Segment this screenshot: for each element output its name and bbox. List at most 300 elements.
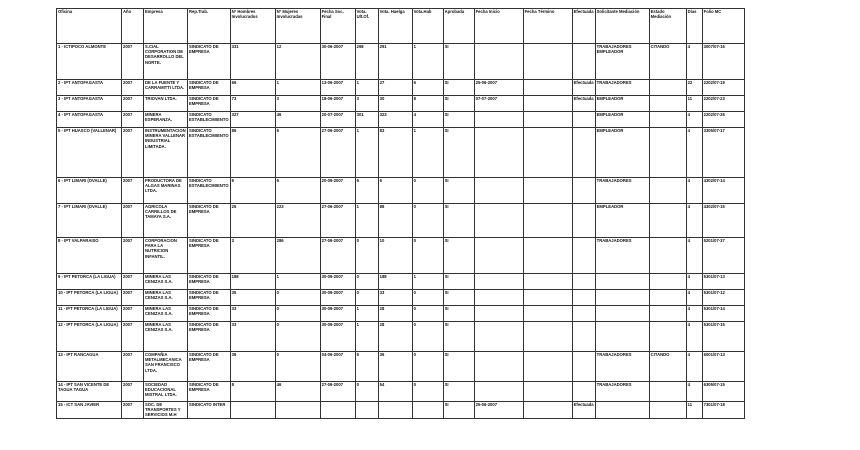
- table-cell: 6: [275, 178, 320, 204]
- table-cell: SI: [443, 80, 474, 96]
- table-row: [57, 44, 745, 80]
- table-cell: 12 - IPT PETORCA (LA LIGUA): [57, 322, 122, 352]
- table-cell: 7301/07-18: [702, 402, 744, 419]
- table-cell: 5301/07-14: [702, 306, 744, 322]
- column-header: Fecha Inicio: [474, 9, 523, 44]
- table-cell: EMPLEADOR: [595, 96, 649, 112]
- table-cell: [649, 178, 686, 204]
- table-cell: SI: [443, 128, 474, 178]
- table-cell: 30-06-2007: [320, 290, 355, 306]
- table-cell: 1: [355, 322, 378, 352]
- table-cell: 223: [275, 204, 320, 238]
- table-cell: [474, 352, 523, 382]
- table-cell: 6: [355, 178, 378, 204]
- table-cell: 11: [686, 402, 702, 419]
- table-cell: 4: [686, 178, 702, 204]
- table-cell: 25-06-2007: [474, 402, 523, 419]
- table-cell: 46: [275, 382, 320, 402]
- table-cell: 28: [378, 322, 412, 352]
- column-header: Vota.Hab: [412, 9, 443, 44]
- table-cell: 4: [686, 322, 702, 352]
- table-cell: MINERA ESPERANZA.: [144, 112, 188, 128]
- table-cell: 4302/07-15: [702, 204, 744, 238]
- table-cell: 301: [355, 112, 378, 128]
- table-cell: 0: [275, 290, 320, 306]
- table-cell: CITANDO: [649, 352, 686, 382]
- table-cell: [474, 112, 523, 128]
- table-cell: 188: [230, 274, 275, 290]
- table-row: [57, 306, 745, 322]
- table-cell: 3: [275, 96, 320, 112]
- table-cell: 8 - IPT VALPARAISO: [57, 238, 122, 274]
- table-cell: EMPLEADOR: [595, 112, 649, 128]
- table-cell: 13 - IPT RANCAGUA: [57, 352, 122, 382]
- column-header: Oficina: [57, 9, 122, 44]
- table-cell: SINDICATO ESTABLECIMIENTO: [188, 112, 231, 128]
- table-cell: 4: [686, 352, 702, 382]
- table-cell: 33: [230, 306, 275, 322]
- table-cell: 2007: [122, 382, 144, 402]
- table-cell: 0: [275, 352, 320, 382]
- table-cell: 7 - IPT LIMARI (OVALLE): [57, 204, 122, 238]
- table-cell: SI: [443, 306, 474, 322]
- table-cell: 1: [355, 128, 378, 178]
- table-cell: PRODUCTORA DE ALGAS MARINAS LTDA.: [144, 178, 188, 204]
- table-cell: SINDICATO DE EMPRESA: [188, 306, 231, 322]
- table-cell: SINDICATO DE EMPRESA: [188, 352, 231, 382]
- table-cell: Efectuada: [572, 402, 595, 419]
- table-row: [57, 290, 745, 306]
- table-cell: 1 - ICTIPOCO ALMONTE: [57, 44, 122, 80]
- table-cell: [378, 402, 412, 419]
- table-cell: MINERA LAS CENIZAS S.A.: [144, 274, 188, 290]
- table-cell: 1: [412, 128, 443, 178]
- table-cell: [595, 306, 649, 322]
- table-cell: 2007: [122, 402, 144, 419]
- table-cell: 2007: [122, 290, 144, 306]
- table-cell: 30: [378, 96, 412, 112]
- table-cell: [523, 352, 572, 382]
- table-cell: EMPLEADOR: [595, 128, 649, 178]
- table-cell: SI: [443, 112, 474, 128]
- mediation-table: [56, 8, 745, 419]
- table-cell: [572, 290, 595, 306]
- table-cell: 0: [412, 238, 443, 274]
- table-cell: 188: [378, 274, 412, 290]
- table-cell: [649, 322, 686, 352]
- column-header: Nº Mujeres Involucradas: [275, 9, 320, 44]
- table-cell: 83: [378, 128, 412, 178]
- table-cell: TRABAJADORES EMPLEADOR: [595, 44, 649, 80]
- table-cell: [474, 204, 523, 238]
- table-cell: [572, 128, 595, 178]
- table-cell: 66: [230, 80, 275, 96]
- table-cell: [572, 306, 595, 322]
- table-cell: SI: [443, 96, 474, 112]
- table-cell: 3: [355, 96, 378, 112]
- table-cell: SINDICATO INTER: [188, 402, 231, 419]
- table-cell: [474, 290, 523, 306]
- table-cell: TRABAJADORES: [595, 178, 649, 204]
- table-cell: 5301/07-12: [702, 290, 744, 306]
- table-cell: [275, 402, 320, 419]
- table-cell: 10: [378, 238, 412, 274]
- table-cell: 27: [378, 80, 412, 96]
- table-cell: 2007: [122, 238, 144, 274]
- table-cell: 2007: [122, 352, 144, 382]
- table-cell: [230, 402, 275, 419]
- table-cell: SINDICATO DE EMPRESA: [188, 382, 231, 402]
- table-cell: 3305/07-17: [702, 128, 744, 178]
- table-cell: 11 - IPT PETORCA (LA LIGUA): [57, 306, 122, 322]
- table-cell: SINDICATO DE EMPRESA: [188, 204, 231, 238]
- table-cell: 0: [355, 274, 378, 290]
- table-cell: 4: [412, 112, 443, 128]
- table-cell: [523, 96, 572, 112]
- table-cell: 4: [686, 306, 702, 322]
- table-cell: 6: [378, 178, 412, 204]
- table-cell: 46: [275, 112, 320, 128]
- table-cell: 5 - IPT HUASCO (VALLENAR): [57, 128, 122, 178]
- table-cell: [572, 178, 595, 204]
- table-row: [57, 178, 745, 204]
- table-cell: 13-06-2007: [320, 80, 355, 96]
- table-cell: [474, 44, 523, 80]
- table-cell: INSTRUMENTACION MINERA VALLENAR INDUSTRIAL LIMITADA.: [144, 128, 188, 178]
- table-cell: 0: [412, 306, 443, 322]
- table-cell: SINDICATO ESTABLECIMIENTO: [188, 178, 231, 204]
- table-cell: [572, 238, 595, 274]
- table-cell: 1: [275, 80, 320, 96]
- table-cell: Efectuada: [572, 96, 595, 112]
- table-cell: [523, 402, 572, 419]
- column-header: Nº Hombres Involucrados: [230, 9, 275, 44]
- table-cell: 4: [686, 204, 702, 238]
- table-cell: SI: [443, 238, 474, 274]
- table-row: [57, 402, 745, 419]
- table-cell: 6: [412, 80, 443, 96]
- table-cell: TRIOVAN LTDA.: [144, 96, 188, 112]
- table-cell: 2202/07-23: [702, 96, 744, 112]
- table-cell: [474, 306, 523, 322]
- table-cell: [523, 80, 572, 96]
- table-cell: 4: [686, 290, 702, 306]
- column-header: Vota. Ult.Of.: [355, 9, 378, 44]
- table-cell: [649, 238, 686, 274]
- table-cell: SOC. DE TRANSPORTES Y SERVICIOS M.H: [144, 402, 188, 419]
- table-cell: [572, 274, 595, 290]
- table-cell: COMPAÑIA METALMECANICA SAN FRANCISCO LTDA.: [144, 352, 188, 382]
- table-cell: 6 - IPT LIMARI (OVALLE): [57, 178, 122, 204]
- table-cell: MINERA LAS CENIZAS S.A.: [144, 290, 188, 306]
- table-cell: 11: [686, 96, 702, 112]
- table-cell: 30-06-2007: [320, 44, 355, 80]
- table-cell: [572, 204, 595, 238]
- table-cell: [523, 382, 572, 402]
- table-cell: 0: [412, 178, 443, 204]
- table-cell: 4: [686, 238, 702, 274]
- table-cell: 286: [275, 238, 320, 274]
- table-cell: 3 - IPT ANTOFAGASTA: [57, 96, 122, 112]
- table-cell: SINDICATO DE EMPRESA: [188, 96, 231, 112]
- table-cell: 2 - IPT ANTOFAGASTA: [57, 80, 122, 96]
- table-cell: CORPORACION PARA LA NUTRICION INFANTIL.: [144, 238, 188, 274]
- table-cell: 8: [412, 96, 443, 112]
- table-cell: 1: [275, 274, 320, 290]
- table-cell: 54: [378, 382, 412, 402]
- table-cell: 14 - IPT SAN VICENTE DE TAGUA TAGUA: [57, 382, 122, 402]
- table-cell: 73: [230, 96, 275, 112]
- table-cell: 33: [230, 322, 275, 352]
- table-cell: [523, 128, 572, 178]
- table-cell: 4: [686, 274, 702, 290]
- table-cell: 2202/07-26: [702, 112, 744, 128]
- table-cell: SINDICATO DE EMPRESA: [188, 322, 231, 352]
- table-cell: 0: [275, 322, 320, 352]
- table-cell: SI: [443, 322, 474, 352]
- table-cell: 4: [686, 112, 702, 128]
- table-cell: 4: [686, 44, 702, 80]
- table-cell: SI: [443, 382, 474, 402]
- table-cell: 30-06-2007: [320, 322, 355, 352]
- table-cell: [523, 178, 572, 204]
- column-header: Días: [686, 9, 702, 44]
- table-cell: MINERA LAS CENIZAS S.A.: [144, 306, 188, 322]
- table-cell: [649, 274, 686, 290]
- table-cell: 327: [230, 112, 275, 128]
- table-cell: S.CIAL CORPORATION DE DESARROLLO DEL NORTE.: [144, 44, 188, 80]
- table-cell: TRABAJADORES: [595, 352, 649, 382]
- table-cell: SINDICATO ESTABLECIMIENTO: [188, 128, 231, 178]
- table-cell: 27-06-2007: [320, 238, 355, 274]
- table-cell: [649, 382, 686, 402]
- table-cell: 2007: [122, 128, 144, 178]
- table-row: [57, 112, 745, 128]
- table-cell: [474, 238, 523, 274]
- table-cell: 3: [230, 238, 275, 274]
- table-cell: TRABAJADORES: [595, 382, 649, 402]
- table-cell: [523, 238, 572, 274]
- table-cell: 2007: [122, 306, 144, 322]
- table-cell: 1: [355, 306, 378, 322]
- table-cell: 5201/07-37: [702, 238, 744, 274]
- table-cell: 2007: [122, 80, 144, 96]
- table-cell: DE LA FUENTE Y CARRAMITTI LTDA.: [144, 80, 188, 96]
- table-cell: 4: [686, 382, 702, 402]
- table-cell: [474, 322, 523, 352]
- table-cell: [355, 402, 378, 419]
- table-cell: AGRICOLA CARRILLOS DE TAMAYA S.A.: [144, 204, 188, 238]
- table-cell: 10 - IPT PETORCA (LA LIGUA): [57, 290, 122, 306]
- table-row: [57, 274, 745, 290]
- table-cell: [474, 274, 523, 290]
- table-cell: SINDICATO DE EMPRESA: [188, 44, 231, 80]
- table-cell: [523, 290, 572, 306]
- table-cell: [649, 128, 686, 178]
- table-cell: 2007: [122, 44, 144, 80]
- table-cell: Efectuada: [572, 80, 595, 96]
- table-cell: 5301/07-13: [702, 274, 744, 290]
- table-cell: SINDICATO DE EMPRESA: [188, 238, 231, 274]
- table-cell: [595, 322, 649, 352]
- table-cell: TRABAJADORES: [595, 238, 649, 274]
- table-cell: EMPLEADOR: [595, 204, 649, 238]
- table-cell: SI: [443, 352, 474, 382]
- table-cell: 5301/07-15: [702, 322, 744, 352]
- table-cell: SOCIEDAD EDUCACIONAL MISTRAL LTDA.: [144, 382, 188, 402]
- table-cell: 12: [275, 44, 320, 80]
- table-cell: 86: [230, 128, 275, 178]
- table-cell: 1: [412, 274, 443, 290]
- table-cell: 331: [230, 44, 275, 80]
- table-cell: [320, 402, 355, 419]
- table-cell: [523, 274, 572, 290]
- table-row: [57, 238, 745, 274]
- table-cell: SI: [443, 204, 474, 238]
- column-header: Fecha Soc. Final: [320, 9, 355, 44]
- table-cell: 15 - ICT SAN JAVIER: [57, 402, 122, 419]
- table-cell: [572, 352, 595, 382]
- table-cell: [474, 382, 523, 402]
- table-cell: 6001/07-13: [702, 352, 744, 382]
- table-cell: 323: [378, 112, 412, 128]
- table-cell: [595, 290, 649, 306]
- table-cell: 2007: [122, 96, 144, 112]
- table-row: [57, 322, 745, 352]
- table-cell: [649, 290, 686, 306]
- column-header: Rep.Trab.: [188, 9, 231, 44]
- table-cell: [572, 322, 595, 352]
- table-cell: SI: [443, 290, 474, 306]
- table-cell: 1: [355, 204, 378, 238]
- table-cell: 291: [378, 44, 412, 80]
- table-cell: 2007: [122, 274, 144, 290]
- column-header: Empresa: [144, 9, 188, 44]
- table-cell: SI: [443, 402, 474, 419]
- table-row: [57, 80, 745, 96]
- table-cell: 30-06-2007: [320, 274, 355, 290]
- table-cell: SI: [443, 274, 474, 290]
- table-cell: [572, 44, 595, 80]
- table-cell: 04-06-2007: [320, 352, 355, 382]
- table-row: [57, 128, 745, 178]
- table-cell: [572, 382, 595, 402]
- table-cell: 88: [378, 204, 412, 238]
- table-row: [57, 96, 745, 112]
- column-header: Folio MC: [702, 9, 744, 44]
- table-cell: 18-06-2007: [320, 96, 355, 112]
- table-cell: 5: [355, 352, 378, 382]
- table-cell: [649, 204, 686, 238]
- table-cell: 28: [378, 306, 412, 322]
- table-cell: [412, 402, 443, 419]
- table-cell: MINERA LAS CENIZAS S.A.: [144, 322, 188, 352]
- table-cell: 30-06-2007: [320, 306, 355, 322]
- table-cell: [523, 44, 572, 80]
- column-header: Vota. Huelga: [378, 9, 412, 44]
- table-row: [57, 382, 745, 402]
- table-cell: 36: [378, 352, 412, 382]
- table-cell: 27-06-2007: [320, 128, 355, 178]
- table-cell: 1: [412, 44, 443, 80]
- table-cell: [572, 112, 595, 128]
- table-cell: [523, 204, 572, 238]
- table-cell: 0: [412, 382, 443, 402]
- table-cell: SINDICATO DE EMPRESA: [188, 80, 231, 96]
- table-cell: 20-06-2007: [320, 178, 355, 204]
- table-cell: [649, 402, 686, 419]
- column-header: Solicitante Mediación: [595, 9, 649, 44]
- table-cell: 6: [230, 178, 275, 204]
- table-row: [57, 204, 745, 238]
- table-cell: 2007: [122, 112, 144, 128]
- table-cell: 0: [275, 306, 320, 322]
- table-cell: 2007: [122, 178, 144, 204]
- table-cell: 25-06-2007: [474, 80, 523, 96]
- table-cell: 0: [412, 204, 443, 238]
- table-cell: 6305/07-15: [702, 382, 744, 402]
- table-cell: 33: [378, 290, 412, 306]
- table-cell: [649, 80, 686, 96]
- table-cell: [595, 402, 649, 419]
- table-cell: 6: [275, 128, 320, 178]
- table-cell: [474, 128, 523, 178]
- table-cell: 07-07-2007: [474, 96, 523, 112]
- table-cell: [649, 112, 686, 128]
- table-cell: 4: [686, 128, 702, 178]
- table-cell: TRABAJADORES: [595, 80, 649, 96]
- table-cell: 27-06-2007: [320, 382, 355, 402]
- table-cell: 0: [412, 352, 443, 382]
- table-cell: 3007/07-16: [702, 44, 744, 80]
- table-cell: SINDICATO DE EMPRESA: [188, 274, 231, 290]
- table-cell: [523, 306, 572, 322]
- table-cell: 26: [230, 204, 275, 238]
- column-header: Efectuada: [572, 9, 595, 44]
- table-cell: [474, 178, 523, 204]
- table-cell: [523, 322, 572, 352]
- table-cell: SI: [443, 44, 474, 80]
- table-cell: [649, 96, 686, 112]
- column-header: Estado Mediación: [649, 9, 686, 44]
- table-cell: SI: [443, 178, 474, 204]
- table-cell: SINDICATO DE EMPRESA: [188, 290, 231, 306]
- table-cell: 0: [355, 382, 378, 402]
- table-cell: 36: [230, 352, 275, 382]
- table-cell: [595, 274, 649, 290]
- table-cell: 0: [412, 322, 443, 352]
- column-header: Año: [122, 9, 144, 44]
- table-cell: 20-07-2007: [320, 112, 355, 128]
- table-cell: 35: [230, 290, 275, 306]
- table-header-row: [57, 9, 745, 44]
- table-cell: 27-06-2007: [320, 204, 355, 238]
- table-cell: 2007: [122, 204, 144, 238]
- table-cell: 4302/07-14: [702, 178, 744, 204]
- table-cell: CITANDO: [649, 44, 686, 80]
- table-cell: 2202/07-19: [702, 80, 744, 96]
- table-cell: [523, 112, 572, 128]
- table-cell: 0: [355, 238, 378, 274]
- table-cell: 4 - IPT ANTOFAGASTA: [57, 112, 122, 128]
- table-cell: 1: [355, 80, 378, 96]
- table-cell: [649, 306, 686, 322]
- table-cell: 9 - IPT PETORCA (LA LIGUA): [57, 274, 122, 290]
- table-cell: 8: [230, 382, 275, 402]
- column-header: Aprobada: [443, 9, 474, 44]
- table-cell: 2007: [122, 322, 144, 352]
- table-row: [57, 352, 745, 382]
